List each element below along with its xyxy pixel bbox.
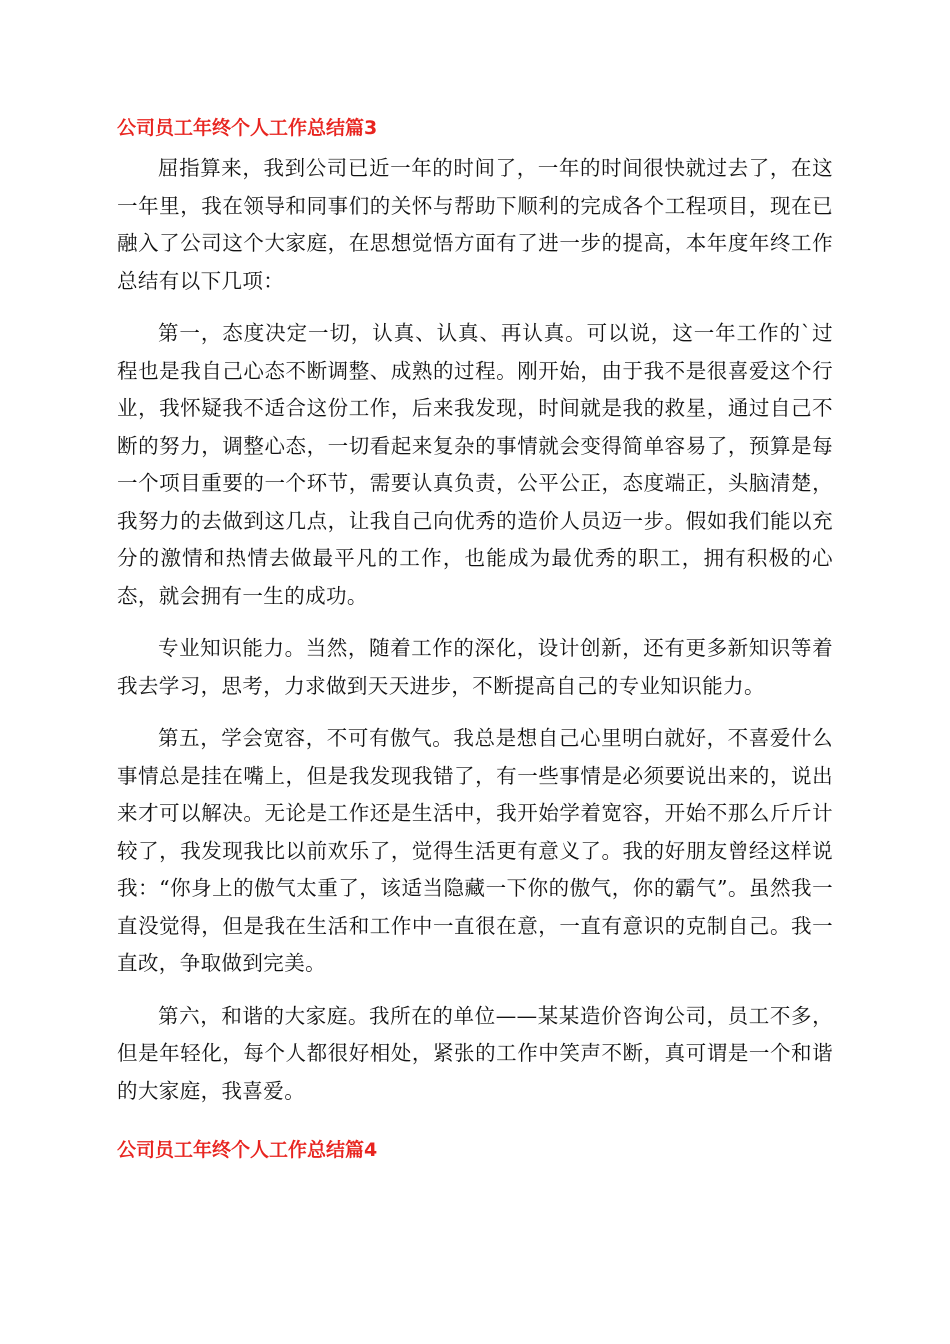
paragraph-professional-knowledge: 专业知识能力。当然，随着工作的深化，设计创新，还有更多新知识等着我去学习，思考，力求做到天天进步，不断提高自己的专业知识能力。 <box>117 636 833 698</box>
section-heading-3: 公司员工年终个人工作总结篇3 <box>117 117 378 139</box>
paragraph-attitude: 第一，态度决定一切，认真、认真、再认真。可以说，这一年工作的`过程也是我自己心态不断调整、成熟的过程。刚开始，由于我不是很喜爱这个行业，我怀疑我不适合这份工作，后来我发现，时间就是我的救星，通过自己不断的努力，调整心态，一切看起来复杂的事情就会变得简单容易了，预算是每一个项目重要的一个环节，需要认真负责，公平公正，态度端正，头脑清楚，我努力的去做到这几点，让我自己向优秀的造价人员迈一步。假如我们能以充分的激情和热情去做最平凡的工作，也能成为最优秀的职工，拥有积极的心态，就会拥有一生的成功。 <box>117 321 833 608</box>
paragraph-tolerance: 第五，学会宽容，不可有傲气。我总是想自己心里明白就好，不喜爱什么事情总是挂在嘴上，但是我发现我错了，有一些事情是必须要说出来的，说出来才可以解决。无论是工作还是生活中，我开始学着宽容，开始不那么斤斤计较了，我发现我比以前欢乐了，觉得生活更有意义了。我的好朋友曾经这样说我：“你身上的傲气太重了，该适当隐藏一下你的傲气，你的霸气”。虽然我一直没觉得，但是我在生活和工作中一直很在意，一直有意识的克制自己。我一直改，争取做到完美。 <box>117 726 833 975</box>
section-heading-4: 公司员工年终个人工作总结篇4 <box>117 1139 378 1161</box>
paragraph-intro: 屈指算来，我到公司已近一年的时间了，一年的时间很快就过去了，在这一年里，我在领导和同事们的关怀与帮助下顺利的完成各个工程项目，现在已融入了公司这个大家庭，在思想觉悟方面有了进一步的提高，本年度年终工作总结有以下几项： <box>117 156 833 293</box>
paragraph-harmonious-family: 第六，和谐的大家庭。我所在的单位——某某造价咨询公司，员工不多，但是年轻化，每个人都很好相处，紧张的工作中笑声不断，真可谓是一个和谐的大家庭，我喜爱。 <box>117 1003 833 1103</box>
document-content <box>117 112 833 1166</box>
